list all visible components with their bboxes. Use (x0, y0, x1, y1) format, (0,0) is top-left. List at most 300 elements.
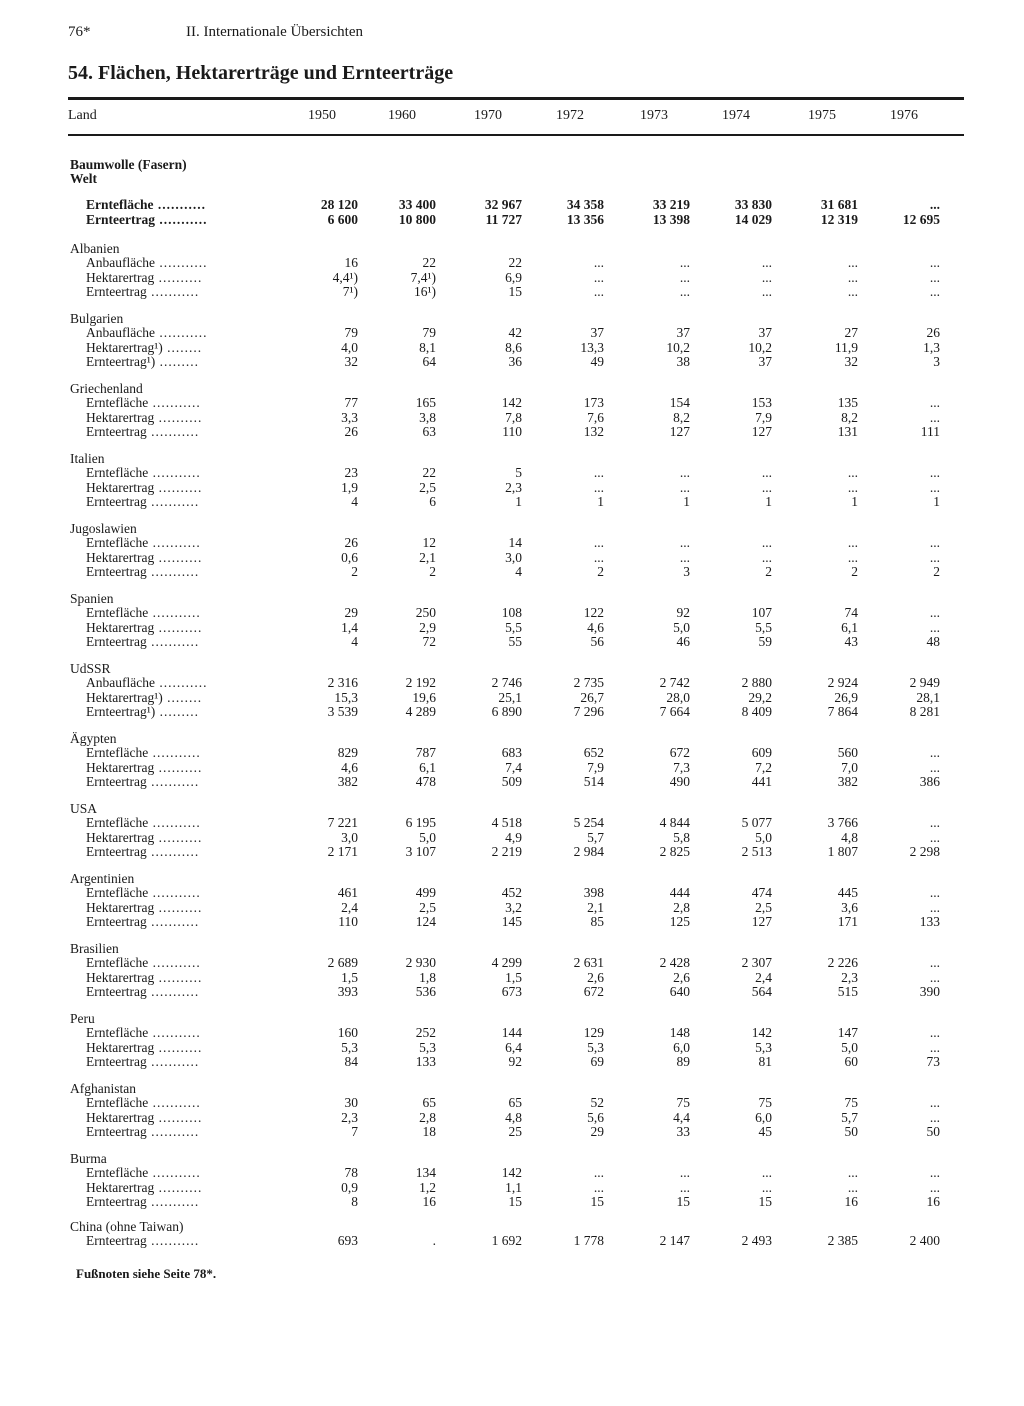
table-cell: 2 631 (573, 955, 604, 970)
table-cell: 536 (415, 984, 436, 999)
header-rule (68, 134, 964, 136)
table-cell: 131 (837, 424, 858, 439)
column-year: 1975 (808, 108, 836, 123)
table-cell: 1 (683, 494, 690, 509)
table-cell: 2 949 (909, 675, 940, 690)
table-cell: 55 (508, 634, 522, 649)
table-cell: ... (761, 284, 772, 299)
leader-dots: .......... (154, 969, 203, 985)
table-cell: 5,0 (419, 829, 436, 845)
table-cell: ... (929, 885, 940, 900)
row-label-text: Hektarertrag (86, 409, 155, 425)
table-cell: 16 (344, 255, 358, 270)
table-cell: 2,8 (419, 1109, 436, 1125)
table-cell: ... (593, 549, 604, 565)
row-label-text: Hektarertrag (86, 549, 155, 565)
row-label-text: Ernteertrag¹) (86, 354, 156, 369)
table-cell: 2 385 (827, 1233, 858, 1248)
table-cell: 132 (583, 424, 604, 439)
table-cell: 147 (837, 1025, 858, 1040)
table-cell: 652 (583, 745, 604, 760)
row-label (86, 1055, 199, 1069)
table-cell: 2 171 (327, 844, 358, 859)
table-cell: . (432, 1233, 436, 1248)
leader-dots: .......... (154, 1109, 203, 1125)
table-cell: ... (929, 1039, 940, 1055)
leader-dots: .......... (154, 829, 203, 845)
table-cell: 3 (933, 354, 940, 369)
table-cell: 32 967 (484, 197, 522, 212)
row-label-text: Erntefläche (86, 745, 149, 760)
row-label-text: Erntefläche (86, 395, 149, 410)
table-cell: 16 (926, 1194, 940, 1209)
footnote: Fußnoten siehe Seite 78*. (76, 1266, 217, 1281)
table-cell: 173 (583, 395, 604, 410)
row-label-text: Hektarertrag (86, 829, 155, 845)
table-cell: 37 (758, 325, 772, 340)
table-cell: 133 (919, 914, 940, 929)
row-label-text: Erntefläche (86, 885, 149, 900)
leader-dots: ........... (146, 1054, 200, 1069)
row-label-text: Ernteertrag (86, 284, 147, 299)
row-label-text: Ernteertrag¹) (86, 704, 156, 719)
table-cell: 672 (669, 745, 690, 760)
table-cell: 37 (676, 325, 690, 340)
leader-dots: ........... (146, 774, 200, 789)
row-label (86, 816, 201, 830)
table-cell: ... (929, 605, 940, 620)
table-cell: 6 890 (491, 704, 522, 719)
table-cell: 0,9 (341, 1179, 358, 1195)
table-cell: 2 219 (491, 844, 522, 859)
row-label-text: Ernteertrag (86, 564, 147, 579)
leader-dots: ........... (154, 325, 208, 340)
table-cell: 33 400 (398, 197, 436, 212)
leader-dots: ........... (154, 255, 208, 270)
country-name: USA (70, 801, 98, 816)
page-number: 76* (68, 24, 91, 40)
row-label (86, 536, 201, 550)
table-cell: 2 (933, 564, 940, 579)
table-cell: 15,3 (334, 689, 358, 705)
table-cell: 3,6 (841, 899, 858, 915)
table-cell: 16 (844, 1194, 858, 1209)
row-label-text: Erntefläche (86, 605, 149, 620)
table-cell: 250 (415, 605, 436, 620)
row-label (86, 915, 199, 929)
country-name: Brasilien (70, 941, 119, 956)
table-cell: 2 746 (491, 675, 522, 690)
table-cell: 49 (590, 354, 604, 369)
row-label (86, 1096, 201, 1110)
table-cell: 26 (344, 535, 358, 550)
table-cell: 14 (508, 535, 522, 550)
country-name: Albanien (70, 241, 120, 256)
leader-dots: ........ (162, 339, 203, 355)
table-cell: 134 (415, 1165, 436, 1180)
table-cell: 787 (415, 745, 436, 760)
row-label-text: Anbaufläche (86, 325, 155, 340)
table-cell: 89 (676, 1054, 690, 1069)
table-cell: 2 493 (741, 1233, 772, 1248)
leader-dots: ........... (146, 284, 200, 299)
table-cell: 144 (501, 1025, 522, 1040)
table-cell: 441 (751, 774, 772, 789)
table-cell: 29 (344, 605, 358, 620)
table-cell: ... (929, 465, 940, 480)
leader-dots: ........... (153, 197, 206, 212)
table-cell: 1 (851, 494, 858, 509)
leader-dots: ........... (146, 984, 200, 999)
row-label-text: Ernteertrag (86, 211, 155, 227)
table-cell: 4 (351, 494, 358, 509)
table-cell: 499 (415, 885, 436, 900)
row-label-text: Erntefläche (86, 535, 149, 550)
row-label (86, 1166, 201, 1180)
row-label-text: Erntefläche (86, 1095, 149, 1110)
table-cell: ... (847, 465, 858, 480)
table-cell: 127 (751, 914, 772, 929)
table-cell: 564 (751, 984, 772, 999)
table-title: 54. Flächen, Hektarerträge und Ernteerträge (68, 62, 454, 84)
country-name: Burma (70, 1151, 107, 1166)
table-cell: 15 (508, 1194, 522, 1209)
table-cell: 63 (422, 424, 436, 439)
leader-dots: .......... (154, 899, 203, 915)
row-label (86, 1026, 201, 1040)
table-cell: 7,0 (841, 759, 858, 775)
row-label-text: Anbaufläche (86, 255, 155, 270)
column-year: 1972 (556, 108, 584, 123)
leader-dots: .......... (154, 1179, 203, 1195)
table-cell: 37 (590, 325, 604, 340)
table-cell: 3 (683, 564, 690, 579)
table-cell: 1,4 (341, 619, 358, 635)
table-cell: 515 (837, 984, 858, 999)
table-cell: 65 (422, 1095, 436, 1110)
column-year: 1974 (722, 108, 750, 123)
row-label (86, 691, 202, 705)
table-cell: 46 (676, 634, 690, 649)
table-cell: 2 984 (573, 844, 604, 859)
row-label (86, 1125, 199, 1139)
leader-dots: ........... (148, 605, 201, 620)
table-cell: 7 296 (573, 704, 604, 719)
table-cell: ... (679, 1179, 690, 1195)
column-land: Land (68, 108, 97, 123)
table-cell: 50 (844, 1124, 858, 1139)
table-cell: 75 (758, 1095, 772, 1110)
leader-dots: ........... (146, 1233, 200, 1248)
table-cell: ... (679, 479, 690, 495)
table-cell: 5,0 (755, 829, 772, 845)
table-cell: 65 (508, 1095, 522, 1110)
table-cell: 52 (590, 1095, 604, 1110)
table-cell: 1 692 (491, 1233, 522, 1248)
table-cell: ... (679, 269, 690, 285)
table-cell: 461 (337, 885, 358, 900)
row-label-text: Erntefläche (86, 815, 149, 830)
row-label (86, 1111, 202, 1125)
table-cell: 33 219 (652, 197, 690, 212)
table-cell: 10,2 (666, 339, 690, 355)
table-cell: 10,2 (748, 339, 772, 355)
table-cell: ... (929, 1109, 940, 1125)
table-cell: ... (929, 1165, 940, 1180)
leader-dots: .......... (154, 269, 203, 285)
table-cell: 1 (597, 494, 604, 509)
table-cell: 2,5 (755, 899, 772, 915)
table-cell: ... (929, 969, 940, 985)
table-cell: 5,3 (755, 1039, 772, 1055)
table-cell: 15 (758, 1194, 772, 1209)
table-cell: 2,3 (505, 479, 522, 495)
table-cell: 1,8 (419, 969, 436, 985)
table-cell: ... (679, 255, 690, 270)
table-cell: 8,2 (673, 409, 690, 425)
table-cell: 3,3 (341, 409, 358, 425)
table-cell: 108 (501, 605, 522, 620)
table-cell: 2,3 (341, 1109, 358, 1125)
table-cell: ... (929, 269, 940, 285)
leader-dots: ........... (148, 885, 201, 900)
table-cell: 29 (590, 1124, 604, 1139)
leader-dots: .......... (154, 619, 203, 635)
table-cell: 34 358 (566, 197, 604, 212)
table-cell: ... (593, 269, 604, 285)
table-cell: 11,9 (834, 339, 858, 355)
country-name: Spanien (70, 591, 114, 606)
table-cell: 3 539 (327, 704, 358, 719)
table-cell: 3,8 (419, 409, 436, 425)
page-header (68, 24, 364, 41)
table-cell: 16 (422, 1194, 436, 1209)
leader-dots: ........... (154, 675, 208, 690)
table-cell: ... (929, 409, 940, 425)
column-year: 1950 (308, 108, 336, 123)
table-cell: 2 226 (827, 955, 858, 970)
table-cell: 2 428 (659, 955, 690, 970)
table-cell: 81 (758, 1054, 772, 1069)
row-label (86, 606, 201, 620)
row-label-text: Erntefläche (86, 197, 154, 212)
row-label-text: Ernteertrag (86, 984, 147, 999)
table-cell: 25 (508, 1124, 522, 1139)
country-name: Welt (70, 171, 97, 186)
row-label (86, 635, 199, 649)
table-cell: 14 029 (734, 211, 772, 227)
table-cell: 48 (926, 634, 940, 649)
leader-dots: ........... (146, 1194, 200, 1209)
table-cell: 5,0 (841, 1039, 858, 1055)
table-cell: 16¹) (413, 284, 436, 299)
table-cell: ... (847, 1179, 858, 1195)
table-cell: 490 (669, 774, 690, 789)
table-cell: 3 766 (827, 815, 858, 830)
table-cell: 478 (415, 774, 436, 789)
row-label (86, 256, 207, 270)
table-cell: 28,0 (666, 689, 690, 705)
row-label (86, 285, 199, 299)
table-cell: 15 (590, 1194, 604, 1209)
table-cell: 12 (422, 535, 436, 550)
row-label (86, 481, 202, 495)
table-cell: 135 (837, 395, 858, 410)
table-cell: 33 (676, 1124, 690, 1139)
category-label: Baumwolle (Fasern) (70, 157, 187, 172)
table-cell: 64 (422, 354, 436, 369)
table-cell: 7 864 (827, 704, 858, 719)
table-cell: 5,8 (673, 829, 690, 845)
table-cell: 129 (583, 1025, 604, 1040)
table-cell: 1 (515, 494, 522, 509)
table-cell: 1,3 (923, 339, 940, 355)
table-cell: 3,0 (341, 829, 358, 845)
row-label-text: Hektarertrag (86, 1039, 155, 1055)
table-cell: 3 107 (405, 844, 436, 859)
table-cell: 398 (583, 885, 604, 900)
table-cell: ... (929, 829, 940, 845)
leader-dots: ........... (148, 815, 201, 830)
row-label-text: Erntefläche (86, 1025, 149, 1040)
table-cell: 4 299 (491, 955, 522, 970)
row-label (86, 495, 199, 509)
table-cell: ... (847, 479, 858, 495)
table-cell: 2 513 (741, 844, 772, 859)
row-label-text: Hektarertrag (86, 1179, 155, 1195)
table-cell: 50 (926, 1124, 940, 1139)
table-cell: 11 727 (485, 211, 522, 227)
table-cell: 452 (501, 885, 522, 900)
table-cell: 4,6 (341, 759, 358, 775)
table-cell: 445 (837, 885, 858, 900)
column-year: 1970 (474, 108, 502, 123)
row-label-text: Anbaufläche (86, 675, 155, 690)
table-cell: ... (847, 535, 858, 550)
table-cell: ... (929, 479, 940, 495)
table-cell: 125 (669, 914, 690, 929)
column-year: 1960 (388, 108, 416, 123)
table-cell: 4,4 (673, 1109, 690, 1125)
table-cell: 171 (837, 914, 858, 929)
table-cell: 2,8 (673, 899, 690, 915)
table-cell: ... (679, 465, 690, 480)
table-cell: 2 930 (405, 955, 436, 970)
leader-dots: ........... (148, 395, 201, 410)
table-cell: ... (929, 535, 940, 550)
table-cell: 77 (344, 395, 358, 410)
table-cell: 56 (590, 634, 604, 649)
row-label (86, 985, 199, 999)
table-cell: 1 778 (573, 1233, 604, 1248)
table-cell: ... (929, 955, 940, 970)
country-name: Ägypten (70, 731, 117, 746)
table-cell: 8,6 (505, 339, 522, 355)
table-cell: 43 (844, 634, 858, 649)
table-cell: ... (593, 255, 604, 270)
table-cell: 474 (751, 885, 772, 900)
table-cell: 7,4 (505, 759, 522, 775)
table-cell: 85 (590, 914, 604, 929)
table-cell: 26 (926, 325, 940, 340)
table-cell: 4 (351, 634, 358, 649)
table-cell: 4 844 (659, 815, 690, 830)
table-cell: 390 (919, 984, 940, 999)
table-cell: 69 (590, 1054, 604, 1069)
table-cell: 5 254 (573, 815, 604, 830)
table-cell: 13 356 (566, 211, 604, 227)
table-cell: 142 (751, 1025, 772, 1040)
row-label-text: Hektarertrag (86, 759, 155, 775)
table-cell: ... (929, 197, 940, 212)
table-cell: ... (593, 535, 604, 550)
table-cell: 122 (583, 605, 604, 620)
table-cell: 2 735 (573, 675, 604, 690)
leader-dots: ........... (148, 1095, 201, 1110)
section-title: II. Internationale Übersichten (186, 24, 364, 40)
table-cell: ... (847, 269, 858, 285)
table-cell: 3,0 (505, 549, 522, 565)
row-label (86, 425, 199, 439)
table-cell: 4,4¹) (332, 269, 358, 285)
row-label (86, 1041, 202, 1055)
table-cell: 22 (422, 255, 436, 270)
row-label-text: Ernteertrag (86, 914, 147, 929)
leader-dots: ........... (146, 634, 200, 649)
table-cell: 2 192 (405, 675, 436, 690)
table-cell: 2 307 (741, 955, 772, 970)
table-cell: 78 (344, 1165, 358, 1180)
table-cell: 75 (676, 1095, 690, 1110)
table-cell: 107 (751, 605, 772, 620)
table-cell: 92 (676, 605, 690, 620)
table-cell: 4 (515, 564, 522, 579)
table-cell: ... (593, 465, 604, 480)
country-name: Griechenland (70, 381, 143, 396)
table-cell: 165 (415, 395, 436, 410)
table-cell: 23 (344, 465, 358, 480)
row-label (86, 565, 199, 579)
row-label-text: Hektarertrag¹) (86, 339, 163, 355)
table-cell: ... (761, 269, 772, 285)
row-label-text: Ernteertrag (86, 1054, 147, 1069)
table-cell: 142 (501, 1165, 522, 1180)
table-cell: 8 281 (909, 704, 940, 719)
table-cell: 5,5 (755, 619, 772, 635)
row-label (86, 411, 202, 425)
table-cell: 73 (926, 1054, 940, 1069)
table-cell: 8,1 (419, 339, 436, 355)
table-cell: ... (679, 549, 690, 565)
table-cell: 382 (337, 774, 358, 789)
leader-dots: .......... (154, 1039, 203, 1055)
table-cell: 1,5 (505, 969, 522, 985)
table-cell: ... (929, 395, 940, 410)
leader-dots: ........... (148, 535, 201, 550)
table-cell: ... (593, 479, 604, 495)
table-cell: 2 689 (327, 955, 358, 970)
table-cell: ... (929, 899, 940, 915)
table-cell: 7 664 (659, 704, 690, 719)
table-cell: 2 (851, 564, 858, 579)
row-label (86, 326, 207, 340)
table-cell: 19,6 (412, 689, 436, 705)
table-cell: ... (761, 465, 772, 480)
table-cell: 509 (501, 774, 522, 789)
table-cell: 142 (501, 395, 522, 410)
country-name: China (ohne Taiwan) (70, 1219, 184, 1234)
table-cell: 6,0 (755, 1109, 772, 1125)
